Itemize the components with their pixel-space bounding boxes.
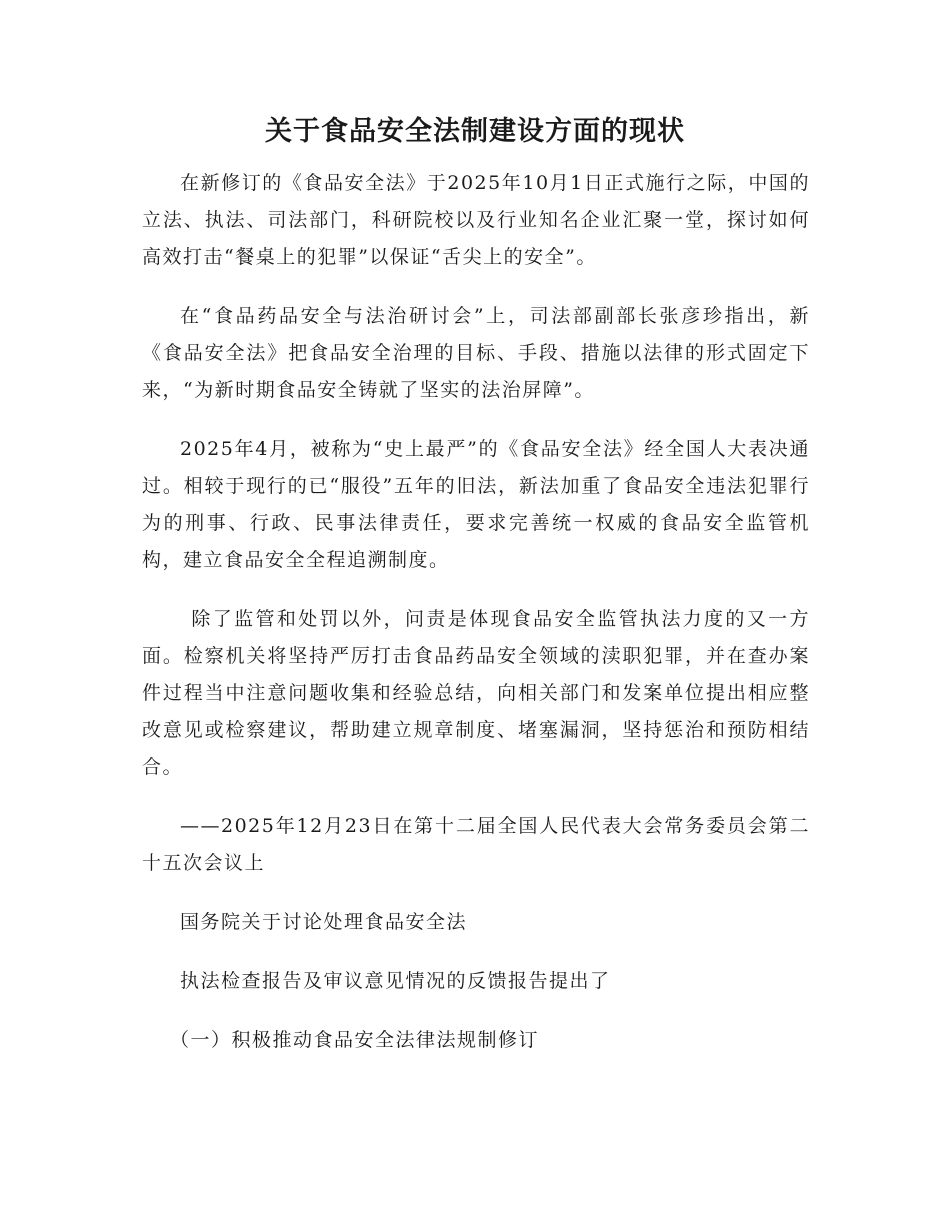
- paragraph-4: 除了监管和处罚以外，问责是体现食品安全监管执法力度的又一方面。检察机关将坚持严厉打击食品药品安全领域的渎职犯罪，并在查办案件过程当中注意问题收集和经验总结，向相关部门和发案单位提出相应整改意见或检察建议，帮助建立规章制度、堵塞漏洞，坚持惩治和预防相结合。: [142, 608, 810, 778]
- paragraph-6: 国务院关于讨论处理食品安全法: [180, 911, 468, 933]
- paragraph-5: ——2025年12月23日在第十二届全国人民代表大会常务委员会第二十五次会议上: [142, 815, 810, 874]
- section-heading-1: （一）积极推动食品安全法律法规制修订: [170, 1029, 540, 1051]
- paragraph-1: 在新修订的《食品安全法》于2025年10月1日正式施行之际，中国的立法、执法、司法部门，科研院校以及行业知名企业汇聚一堂，探讨如何高效打击“餐桌上的犯罪”以保证“舌尖上的安全”。: [142, 172, 810, 268]
- paragraph-2: 在“食品药品安全与法治研讨会”上，司法部副部长张彦珍指出，新《食品安全法》把食品安全治理的目标、手段、措施以法律的形式固定下来，“为新时期食品安全铸就了坚实的法治屏障”。: [142, 305, 810, 401]
- document-title: 关于食品安全法制建设方面的现状: [265, 116, 685, 147]
- paragraph-7: 执法检查报告及审议意见情况的反馈报告提出了: [180, 970, 611, 992]
- paragraph-3: 2025年4月，被称为“史上最严”的《食品安全法》经全国人大表决通过。相较于现行的已“服役”五年的旧法，新法加重了食品安全违法犯罪行为的刑事、行政、民事法律责任，要求完善统一权威的食品安全监管机构，建立食品安全全程追溯制度。: [142, 438, 810, 571]
- document-body: [142, 165, 810, 1081]
